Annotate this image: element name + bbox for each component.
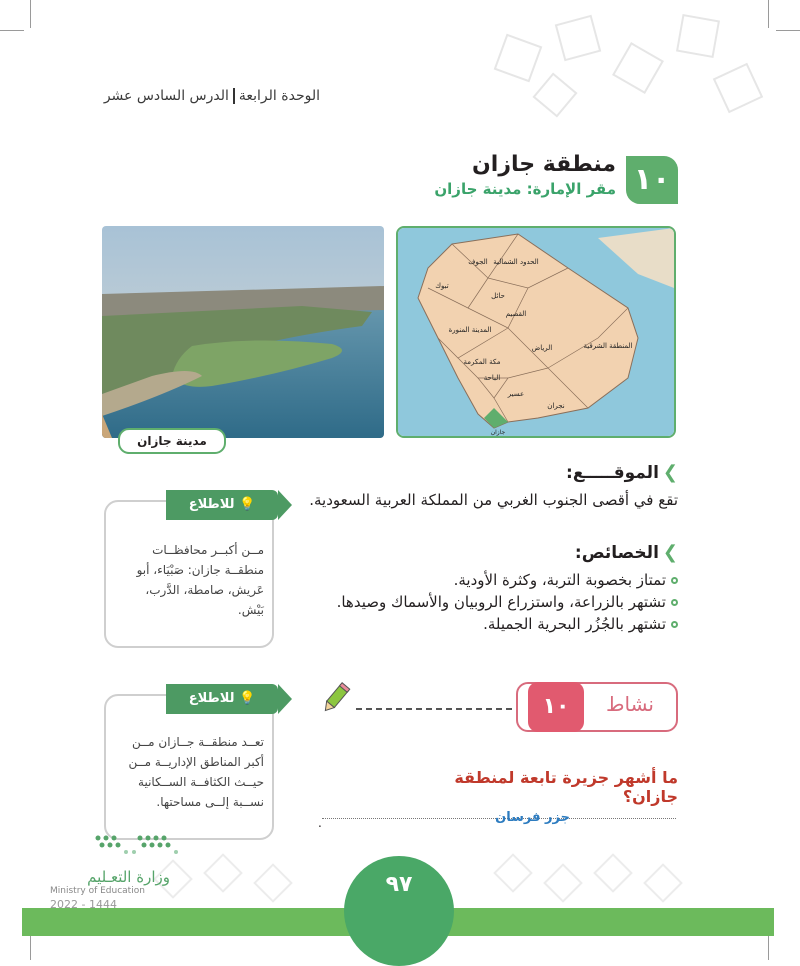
- crop-mark: [30, 934, 31, 960]
- activity-question: ما أشهر جزيرة تابعة لمنطقة جازان؟: [454, 768, 678, 806]
- map-label-asir: عسير: [507, 390, 525, 398]
- location-section: [300, 462, 678, 511]
- header-divider: [233, 88, 235, 104]
- location-text: تقع في أقصى الجنوب الغربي من المملكة العربية السعودية.: [309, 491, 678, 509]
- map-label-eastern: المنطقة الشرقية: [583, 342, 633, 350]
- activity-number: ١٠: [528, 682, 584, 732]
- chevron-icon: ❯: [662, 462, 678, 483]
- features-list: [300, 569, 678, 635]
- map-label-najran: نجران: [547, 402, 565, 410]
- pencil-icon: [318, 682, 352, 716]
- info-card-text: مــن أكبــر محافظــات منطقــة جازان: صَبْيَاء، أبو عَريش، صامطة، الدَّرب، بَيْش.: [136, 543, 264, 617]
- ministry-logo-dots: [90, 830, 184, 860]
- crop-mark: [30, 0, 31, 28]
- ministry-name-arabic: وزارة التعـليم: [87, 868, 170, 886]
- map-label-riyadh: الرياض: [531, 344, 553, 352]
- list-item: تشتهر بالجُزُر البحرية الجميلة.: [300, 613, 678, 635]
- list-item: تمتاز بخصوبة التربة، وكثرة الأودية.: [300, 569, 678, 591]
- lesson-title: منطقة جازان: [472, 152, 616, 177]
- features-heading: ❯الخصائص:: [574, 542, 678, 563]
- dashed-line: [356, 708, 512, 710]
- page-number: ٩٧: [385, 872, 413, 897]
- photo-caption: مدينة جازان: [118, 428, 226, 454]
- info-card-label: للاطلاع: [188, 497, 235, 512]
- tab-arrow: [278, 490, 292, 520]
- chevron-icon: ❯: [662, 542, 678, 563]
- bullet-icon: [671, 599, 678, 606]
- map-label-hail: حائل: [491, 292, 505, 300]
- map-label-madinah: المدينة المنورة: [448, 326, 492, 334]
- map-label-makkah: مكة المكرمة: [463, 358, 501, 366]
- running-header: [100, 88, 320, 104]
- info-card-tab: [166, 684, 292, 714]
- decorative-pattern: [470, 10, 790, 130]
- map-label-jouf: الجوف: [468, 258, 488, 266]
- info-card-label: للاطلاع: [188, 691, 235, 706]
- header-unit: الوحدة الرابعة: [238, 88, 320, 104]
- bullet-icon: [671, 621, 678, 628]
- lesson-subtitle: مقر الإمارة: مدينة جازان: [434, 180, 616, 198]
- answer-dot: .: [318, 816, 322, 830]
- saudi-regions-map: [396, 226, 676, 438]
- lamp-icon: 💡: [239, 497, 256, 512]
- map-label-tabuk: تبوك: [435, 282, 449, 290]
- features-section: [300, 542, 678, 635]
- lesson-number-badge: ١٠: [626, 156, 678, 204]
- activity-label: نشاط: [606, 692, 654, 716]
- info-card-tab: [166, 490, 292, 520]
- crop-mark: [768, 934, 769, 960]
- bullet-icon: [671, 577, 678, 584]
- map-label-baha: الباحة: [483, 374, 501, 382]
- crop-mark: [0, 30, 24, 31]
- info-card-text: تعــد منطقــة جــازان مــن أكبر المناطق الإداريــة مــن حيــث الكثافــة الســكانية نســبة إلــى مساحتها.: [128, 735, 264, 809]
- list-item: تشتهر بالزراعة، واستزراع الروبيان والأسماك وصيدها.: [300, 591, 678, 613]
- location-heading: ❯الموقـــــع:: [566, 462, 678, 483]
- tab-arrow: [278, 684, 292, 714]
- header-lesson: الدرس السادس عشر: [103, 88, 229, 104]
- ministry-year: 2022 - 1444: [50, 898, 117, 911]
- map-label-jazan: جازان: [490, 429, 506, 436]
- ministry-name-english: Ministry of Education: [50, 886, 145, 896]
- activity-answer[interactable]: جزر فرسان: [495, 810, 570, 825]
- map-label-northern: الحدود الشمالية: [493, 258, 539, 266]
- lamp-icon: 💡: [239, 691, 256, 706]
- map-label-qassim: القصيم: [505, 310, 527, 318]
- city-photo: [102, 226, 384, 438]
